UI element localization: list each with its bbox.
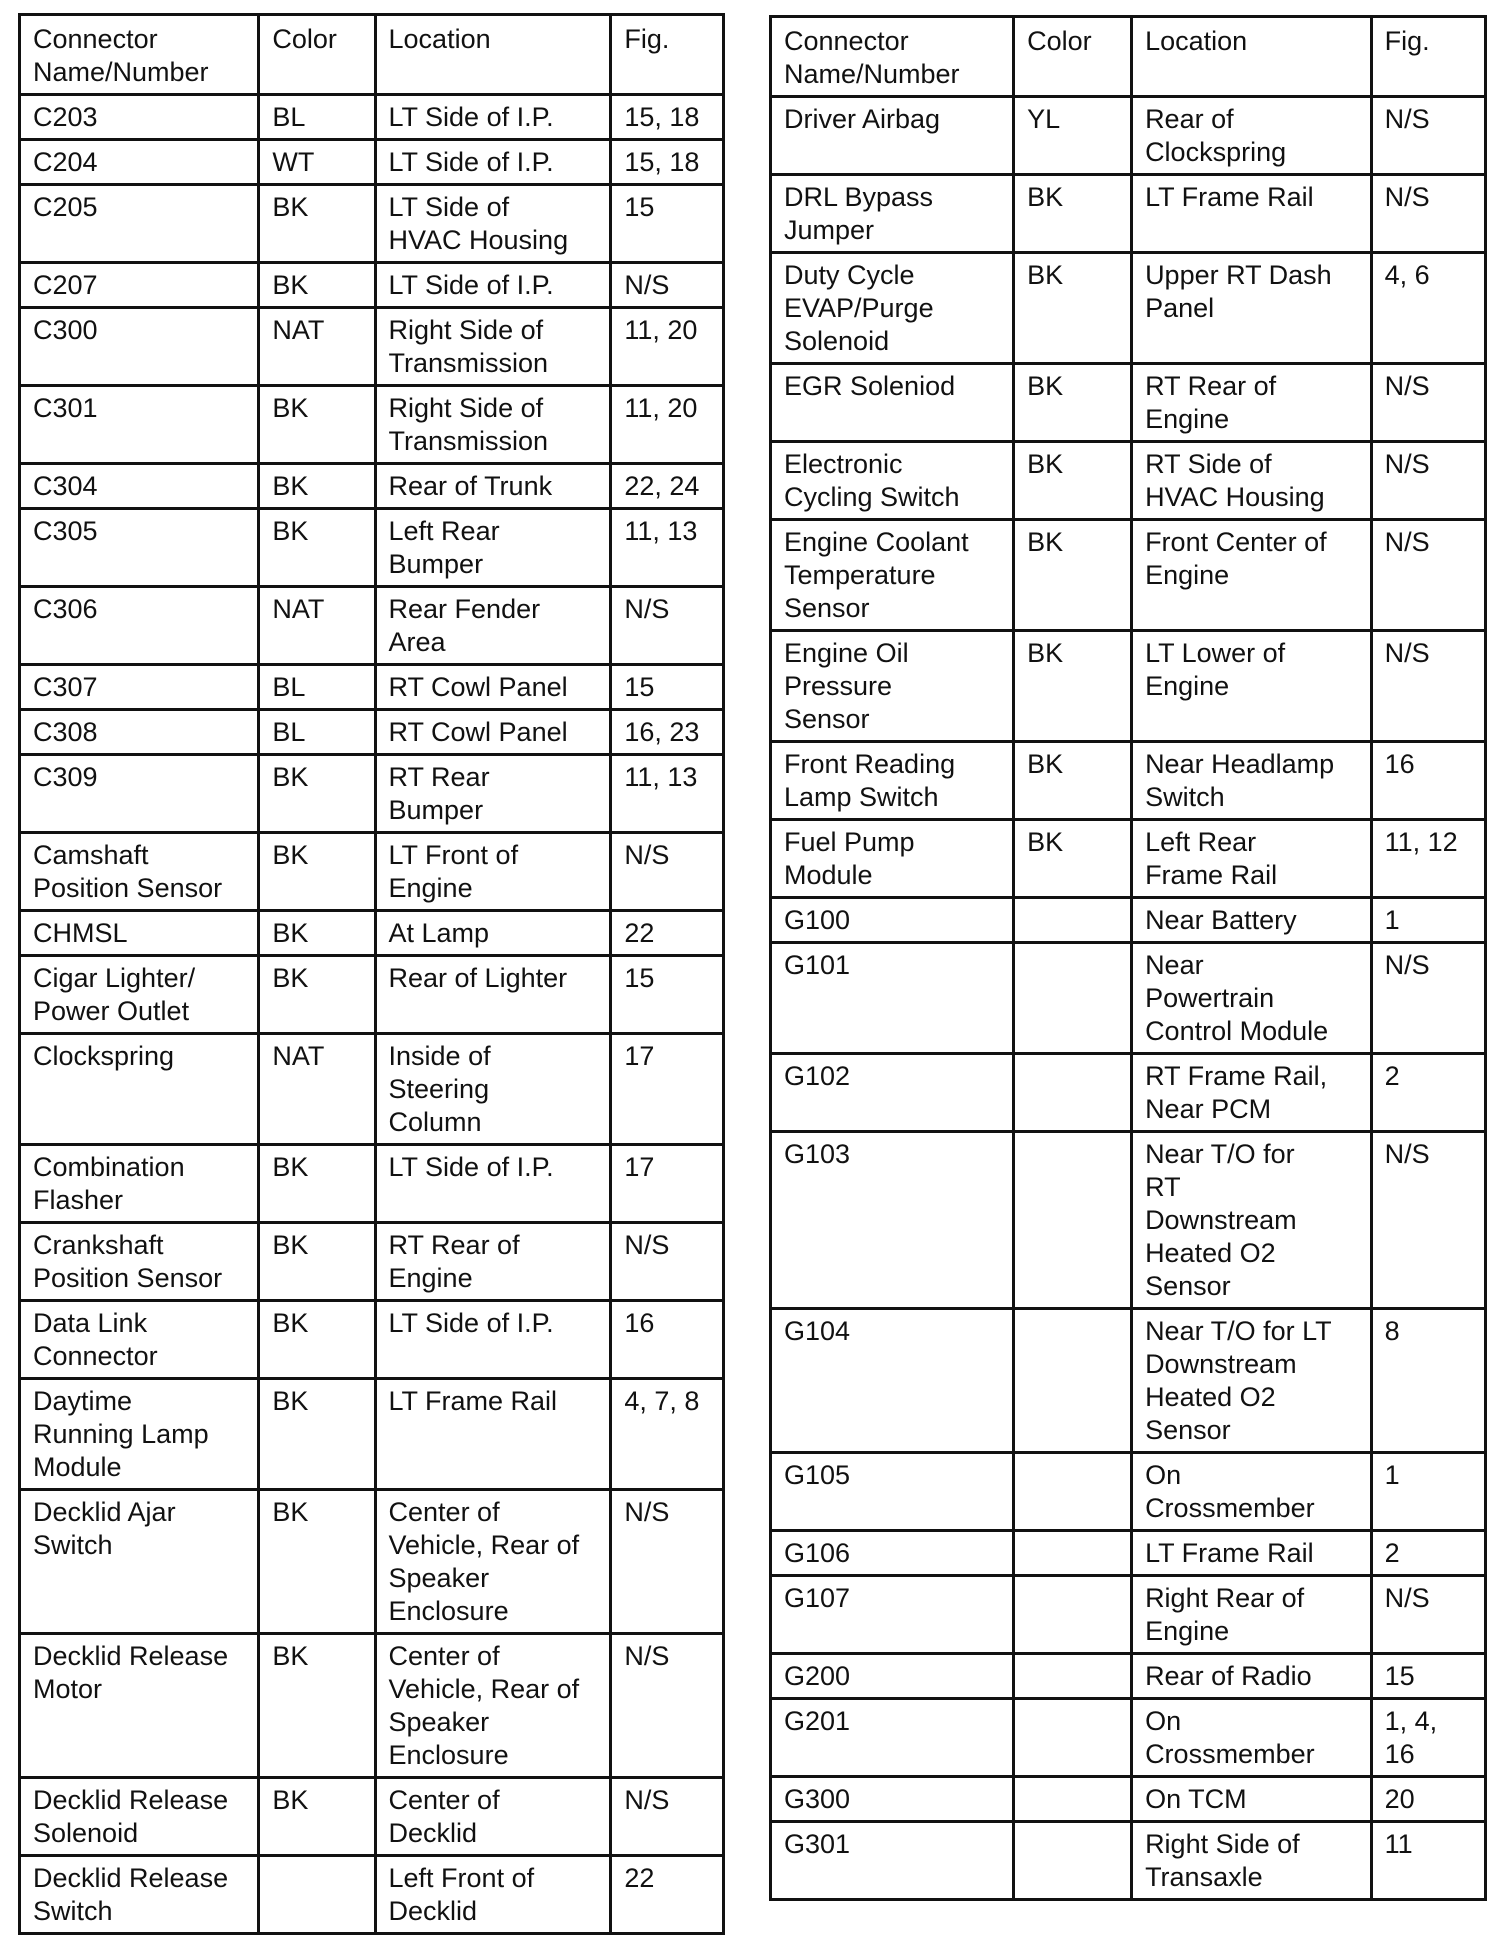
cell-location: Right Side of Transaxle: [1132, 1822, 1372, 1900]
cell-color: NAT: [259, 1034, 375, 1145]
cell-color: [1014, 1576, 1132, 1654]
table-row: [771, 175, 1486, 253]
cell-connector-name: C304: [20, 464, 259, 509]
cell-location: LT Frame Rail: [1132, 175, 1372, 253]
cell-fig: 1: [1371, 898, 1485, 943]
cell-color: NAT: [259, 308, 375, 386]
cell-color: [259, 1856, 375, 1934]
cell-fig: 1: [1371, 1453, 1485, 1531]
cell-location: Near T/O for RT Downstream Heated O2 Sensor: [1132, 1132, 1372, 1309]
table-row: [771, 820, 1486, 898]
table-row: [20, 1490, 724, 1634]
cell-connector-name: Front Reading Lamp Switch: [771, 742, 1014, 820]
cell-connector-name: C309: [20, 755, 259, 833]
table-row: [771, 898, 1486, 943]
cell-color: [1014, 1777, 1132, 1822]
cell-fig: 15: [611, 665, 724, 710]
cell-fig: 17: [611, 1145, 724, 1223]
cell-fig: N/S: [611, 1223, 724, 1301]
cell-location: RT Cowl Panel: [375, 710, 611, 755]
cell-location: Left Rear Bumper: [375, 509, 611, 587]
cell-color: BK: [259, 956, 375, 1034]
cell-location: Right Rear of Engine: [1132, 1576, 1372, 1654]
cell-location: LT Frame Rail: [375, 1379, 611, 1490]
cell-color: BK: [259, 1490, 375, 1634]
cell-connector-name: G101: [771, 943, 1014, 1054]
table-row: [20, 1223, 724, 1301]
cell-connector-name: C204: [20, 140, 259, 185]
table-row: [771, 97, 1486, 175]
cell-color: WT: [259, 140, 375, 185]
cell-location: Near Battery: [1132, 898, 1372, 943]
cell-connector-name: Electronic Cycling Switch: [771, 442, 1014, 520]
cell-fig: 4, 7, 8: [611, 1379, 724, 1490]
header-fig: Fig.: [1371, 17, 1485, 97]
cell-location: LT Frame Rail: [1132, 1531, 1372, 1576]
table-row: [771, 1309, 1486, 1453]
cell-fig: 15, 18: [611, 95, 724, 140]
cell-location: Inside of Steering Column: [375, 1034, 611, 1145]
cell-connector-name: G301: [771, 1822, 1014, 1900]
cell-color: BK: [1014, 742, 1132, 820]
cell-connector-name: Driver Airbag: [771, 97, 1014, 175]
cell-connector-name: G300: [771, 1777, 1014, 1822]
cell-color: [1014, 1699, 1132, 1777]
cell-location: LT Side of I.P.: [375, 1145, 611, 1223]
table-row: [20, 1379, 724, 1490]
cell-fig: 11: [1371, 1822, 1485, 1900]
table-row: [20, 386, 724, 464]
cell-fig: N/S: [1371, 175, 1485, 253]
cell-fig: N/S: [1371, 97, 1485, 175]
table-row: [20, 1778, 724, 1856]
cell-connector-name: Data Link Connector: [20, 1301, 259, 1379]
cell-fig: 11, 12: [1371, 820, 1485, 898]
cell-color: YL: [1014, 97, 1132, 175]
cell-fig: 22: [611, 911, 724, 956]
cell-fig: N/S: [611, 833, 724, 911]
cell-connector-name: Daytime Running Lamp Module: [20, 1379, 259, 1490]
cell-color: BK: [1014, 175, 1132, 253]
cell-connector-name: Crankshaft Position Sensor: [20, 1223, 259, 1301]
table-row: [771, 1822, 1486, 1900]
cell-fig: 22, 24: [611, 464, 724, 509]
table-row: [20, 263, 724, 308]
table-row: [20, 185, 724, 263]
cell-location: LT Side of I.P.: [375, 140, 611, 185]
cell-location: On TCM: [1132, 1777, 1372, 1822]
table-row: [771, 1777, 1486, 1822]
cell-color: [1014, 1132, 1132, 1309]
table-row: [771, 253, 1486, 364]
header-color: Color: [1014, 17, 1132, 97]
table-row: [20, 665, 724, 710]
cell-connector-name: EGR Soleniod: [771, 364, 1014, 442]
cell-connector-name: C207: [20, 263, 259, 308]
table-row: [771, 1453, 1486, 1531]
cell-fig: N/S: [1371, 631, 1485, 742]
table-row: [771, 1132, 1486, 1309]
cell-fig: 15, 18: [611, 140, 724, 185]
cell-color: BK: [259, 185, 375, 263]
cell-location: RT Rear of Engine: [375, 1223, 611, 1301]
table-row: [771, 631, 1486, 742]
cell-fig: 17: [611, 1034, 724, 1145]
table-body-right: [771, 97, 1486, 1900]
table-row: [771, 1699, 1486, 1777]
cell-location: On Crossmember: [1132, 1699, 1372, 1777]
cell-location: Upper RT Dash Panel: [1132, 253, 1372, 364]
cell-fig: 16, 23: [611, 710, 724, 755]
cell-fig: 2: [1371, 1531, 1485, 1576]
cell-fig: 8: [1371, 1309, 1485, 1453]
cell-color: BK: [259, 833, 375, 911]
cell-connector-name: G102: [771, 1054, 1014, 1132]
cell-location: Rear of Trunk: [375, 464, 611, 509]
table-row: [20, 95, 724, 140]
cell-connector-name: C307: [20, 665, 259, 710]
cell-color: BK: [259, 509, 375, 587]
cell-fig: 22: [611, 1856, 724, 1934]
cell-location: RT Side of HVAC Housing: [1132, 442, 1372, 520]
cell-fig: 2: [1371, 1054, 1485, 1132]
cell-color: BL: [259, 710, 375, 755]
cell-color: NAT: [259, 587, 375, 665]
cell-location: Left Front of Decklid: [375, 1856, 611, 1934]
cell-connector-name: G107: [771, 1576, 1014, 1654]
cell-connector-name: Decklid Release Motor: [20, 1634, 259, 1778]
cell-connector-name: C308: [20, 710, 259, 755]
table-row: [20, 911, 724, 956]
cell-connector-name: Fuel Pump Module: [771, 820, 1014, 898]
table-row: [771, 1654, 1486, 1699]
cell-color: BK: [1014, 631, 1132, 742]
cell-color: BL: [259, 665, 375, 710]
cell-connector-name: DRL Bypass Jumper: [771, 175, 1014, 253]
cell-color: [1014, 1822, 1132, 1900]
cell-connector-name: G200: [771, 1654, 1014, 1699]
cell-color: BK: [259, 1145, 375, 1223]
cell-fig: 16: [611, 1301, 724, 1379]
table-header-row: [20, 15, 724, 95]
cell-connector-name: G105: [771, 1453, 1014, 1531]
cell-location: Rear Fender Area: [375, 587, 611, 665]
cell-color: BK: [259, 386, 375, 464]
cell-connector-name: G103: [771, 1132, 1014, 1309]
cell-location: Center of Vehicle, Rear of Speaker Enclosure: [375, 1490, 611, 1634]
cell-fig: N/S: [611, 263, 724, 308]
cell-location: Center of Vehicle, Rear of Speaker Enclosure: [375, 1634, 611, 1778]
cell-connector-name: C205: [20, 185, 259, 263]
cell-connector-name: Camshaft Position Sensor: [20, 833, 259, 911]
table-row: [20, 956, 724, 1034]
cell-fig: N/S: [1371, 364, 1485, 442]
cell-location: Left Rear Frame Rail: [1132, 820, 1372, 898]
cell-fig: N/S: [1371, 1132, 1485, 1309]
cell-connector-name: G100: [771, 898, 1014, 943]
cell-fig: N/S: [611, 1634, 724, 1778]
table-row: [20, 1145, 724, 1223]
table-row: [771, 520, 1486, 631]
cell-connector-name: C305: [20, 509, 259, 587]
table-row: [20, 1634, 724, 1778]
cell-location: Right Side of Transmission: [375, 386, 611, 464]
cell-location: Rear of Clockspring: [1132, 97, 1372, 175]
cell-fig: 16: [1371, 742, 1485, 820]
cell-fig: 15: [611, 185, 724, 263]
cell-connector-name: C300: [20, 308, 259, 386]
cell-color: [1014, 943, 1132, 1054]
cell-color: BK: [259, 464, 375, 509]
cell-fig: 15: [1371, 1654, 1485, 1699]
cell-fig: N/S: [611, 1490, 724, 1634]
cell-fig: 20: [1371, 1777, 1485, 1822]
table-row: [20, 1856, 724, 1934]
cell-location: Right Side of Transmission: [375, 308, 611, 386]
cell-color: BK: [259, 1778, 375, 1856]
cell-color: BK: [1014, 253, 1132, 364]
cell-location: Near Headlamp Switch: [1132, 742, 1372, 820]
cell-connector-name: G104: [771, 1309, 1014, 1453]
table-row: [771, 742, 1486, 820]
cell-location: Near T/O for LT Downstream Heated O2 Sensor: [1132, 1309, 1372, 1453]
cell-color: BK: [259, 263, 375, 308]
cell-color: BK: [259, 1634, 375, 1778]
table-row: [20, 140, 724, 185]
cell-color: [1014, 1531, 1132, 1576]
cell-location: Rear of Lighter: [375, 956, 611, 1034]
header-color: Color: [259, 15, 375, 95]
header-location: Location: [1132, 17, 1372, 97]
table-row: [771, 1576, 1486, 1654]
cell-color: BK: [259, 1223, 375, 1301]
cell-connector-name: Decklid Ajar Switch: [20, 1490, 259, 1634]
cell-fig: 15: [611, 956, 724, 1034]
connector-table-left: [18, 13, 725, 1935]
cell-location: RT Cowl Panel: [375, 665, 611, 710]
cell-location: LT Lower of Engine: [1132, 631, 1372, 742]
cell-location: LT Side of I.P.: [375, 1301, 611, 1379]
table-row: [771, 364, 1486, 442]
cell-location: Near Powertrain Control Module: [1132, 943, 1372, 1054]
cell-color: [1014, 1054, 1132, 1132]
table-row: [20, 755, 724, 833]
cell-connector-name: C203: [20, 95, 259, 140]
cell-location: At Lamp: [375, 911, 611, 956]
cell-fig: 11, 13: [611, 755, 724, 833]
cell-location: RT Frame Rail, Near PCM: [1132, 1054, 1372, 1132]
cell-location: Rear of Radio: [1132, 1654, 1372, 1699]
cell-location: LT Front of Engine: [375, 833, 611, 911]
table-body-left: [20, 95, 724, 1934]
cell-color: BK: [259, 755, 375, 833]
cell-connector-name: C306: [20, 587, 259, 665]
cell-connector-name: Engine Coolant Temperature Sensor: [771, 520, 1014, 631]
header-fig: Fig.: [611, 15, 724, 95]
cell-fig: 11, 20: [611, 386, 724, 464]
cell-fig: 11, 20: [611, 308, 724, 386]
cell-fig: N/S: [1371, 943, 1485, 1054]
cell-color: BK: [259, 911, 375, 956]
cell-connector-name: G201: [771, 1699, 1014, 1777]
table-row: [20, 1034, 724, 1145]
cell-location: LT Side of I.P.: [375, 95, 611, 140]
cell-fig: N/S: [611, 587, 724, 665]
cell-fig: N/S: [1371, 1576, 1485, 1654]
cell-color: [1014, 1309, 1132, 1453]
table-row: [771, 1531, 1486, 1576]
cell-connector-name: CHMSL: [20, 911, 259, 956]
cell-fig: N/S: [1371, 520, 1485, 631]
cell-color: [1014, 898, 1132, 943]
cell-fig: 1, 4, 16: [1371, 1699, 1485, 1777]
cell-connector-name: Engine Oil Pressure Sensor: [771, 631, 1014, 742]
table-row: [771, 943, 1486, 1054]
cell-color: [1014, 1453, 1132, 1531]
cell-color: BK: [1014, 820, 1132, 898]
cell-connector-name: Cigar Lighter/ Power Outlet: [20, 956, 259, 1034]
header-location: Location: [375, 15, 611, 95]
cell-color: [1014, 1654, 1132, 1699]
cell-fig: N/S: [611, 1778, 724, 1856]
cell-color: BK: [259, 1379, 375, 1490]
table-header-row: [771, 17, 1486, 97]
cell-connector-name: Decklid Release Solenoid: [20, 1778, 259, 1856]
table-row: [771, 1054, 1486, 1132]
cell-connector-name: Combination Flasher: [20, 1145, 259, 1223]
cell-location: Center of Decklid: [375, 1778, 611, 1856]
table-row: [20, 509, 724, 587]
cell-fig: N/S: [1371, 442, 1485, 520]
cell-location: LT Side of HVAC Housing: [375, 185, 611, 263]
cell-location: RT Rear Bumper: [375, 755, 611, 833]
cell-color: BL: [259, 95, 375, 140]
table-row: [20, 587, 724, 665]
cell-connector-name: G106: [771, 1531, 1014, 1576]
cell-fig: 4, 6: [1371, 253, 1485, 364]
table-row: [20, 308, 724, 386]
table-row: [20, 464, 724, 509]
cell-connector-name: Clockspring: [20, 1034, 259, 1145]
cell-color: BK: [259, 1301, 375, 1379]
header-connector-name: Connector Name/Number: [771, 17, 1014, 97]
cell-location: RT Rear of Engine: [1132, 364, 1372, 442]
header-connector-name: Connector Name/Number: [20, 15, 259, 95]
connector-table-right: [769, 15, 1487, 1901]
table-row: [20, 710, 724, 755]
cell-color: BK: [1014, 442, 1132, 520]
cell-location: LT Side of I.P.: [375, 263, 611, 308]
cell-location: On Crossmember: [1132, 1453, 1372, 1531]
table-row: [771, 442, 1486, 520]
table-row: [20, 833, 724, 911]
table-row: [20, 1301, 724, 1379]
cell-fig: 11, 13: [611, 509, 724, 587]
cell-connector-name: Duty Cycle EVAP/Purge Solenoid: [771, 253, 1014, 364]
cell-connector-name: Decklid Release Switch: [20, 1856, 259, 1934]
cell-color: BK: [1014, 520, 1132, 631]
cell-connector-name: C301: [20, 386, 259, 464]
cell-location: Front Center of Engine: [1132, 520, 1372, 631]
cell-color: BK: [1014, 364, 1132, 442]
